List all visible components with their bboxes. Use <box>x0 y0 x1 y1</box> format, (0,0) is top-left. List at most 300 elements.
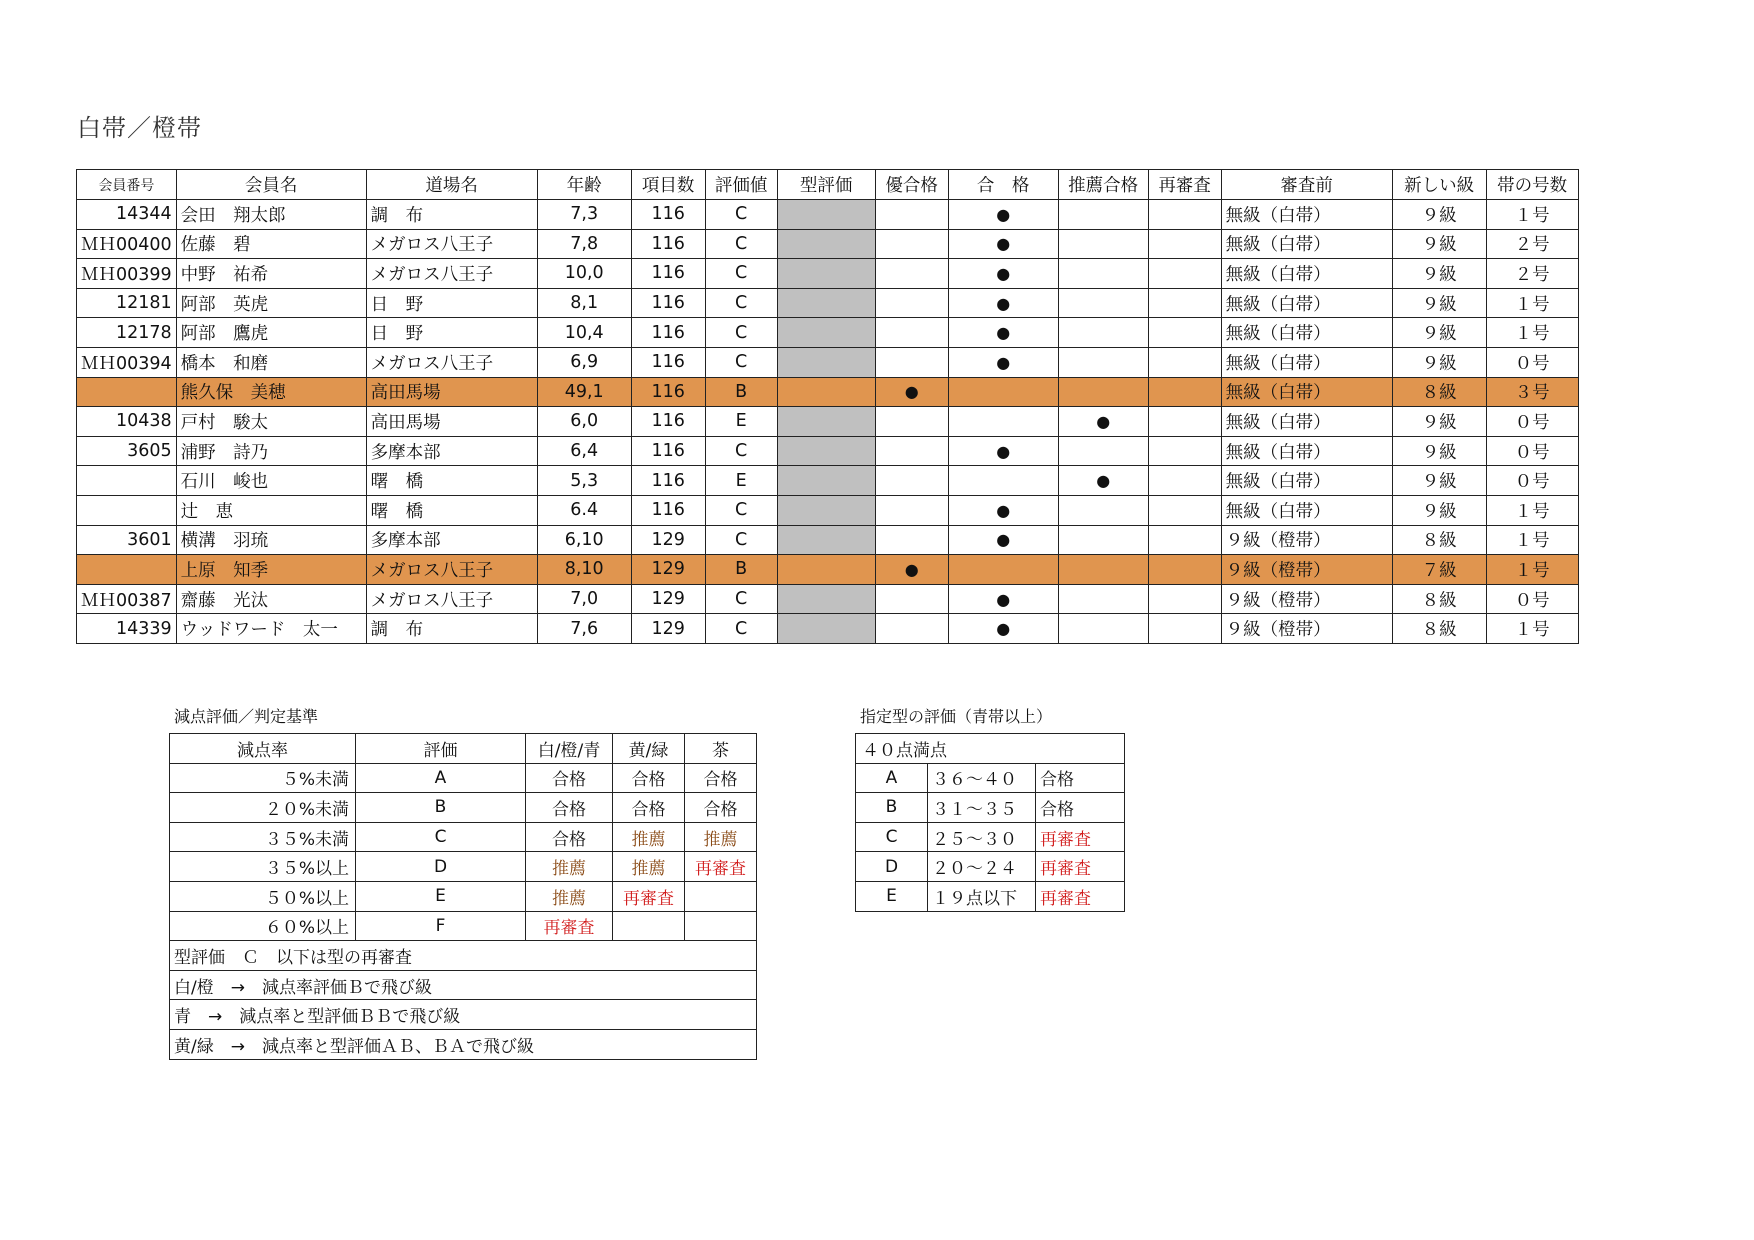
cell-grade: C <box>705 614 777 644</box>
table-row <box>77 436 1579 466</box>
cell-obi-size: １号 <box>1486 495 1578 525</box>
cell-new-kyu: ８級 <box>1392 377 1486 407</box>
cell-items: 129 <box>631 584 705 614</box>
criteria-header <box>170 734 757 764</box>
criteria-row <box>170 911 757 941</box>
cell-reexam <box>1148 377 1221 407</box>
cell-kata <box>777 259 875 289</box>
header-grade: 評価値 <box>705 170 777 200</box>
criteria-result: 合格 <box>526 793 613 823</box>
cell-age: 8,1 <box>537 288 631 318</box>
cell-age: 6,9 <box>537 347 631 377</box>
cell-before: ９級（橙帯） <box>1221 584 1392 614</box>
cell-new-kyu: ８級 <box>1392 614 1486 644</box>
kata-header-row <box>856 734 1125 764</box>
member-table-header <box>77 170 1579 200</box>
cell-member-name: 会田 翔太郎 <box>176 200 366 230</box>
kata-result: 再審査 <box>1036 852 1125 882</box>
cell-grade: E <box>705 407 777 437</box>
cell-obi-size: ２号 <box>1486 229 1578 259</box>
cell-grade: C <box>705 318 777 348</box>
cell-before: ９級（橙帯） <box>1221 525 1392 555</box>
kata-result: 再審査 <box>1036 822 1125 852</box>
cell-kata <box>777 288 875 318</box>
cell-reexam <box>1148 288 1221 318</box>
kata-grade: C <box>856 822 928 852</box>
cell-member-id: 12181 <box>77 288 177 318</box>
cell-dojo: メガロス八王子 <box>366 555 537 585</box>
table-row <box>77 288 1579 318</box>
cell-before: 無級（白帯） <box>1221 318 1392 348</box>
cell-new-kyu: ９級 <box>1392 495 1486 525</box>
cell-recommend: ● <box>1058 407 1148 437</box>
criteria-row <box>170 793 757 823</box>
cell-member-name: 齋藤 光汰 <box>176 584 366 614</box>
cell-age: 5,3 <box>537 466 631 496</box>
criteria-rate: ３５%以上 <box>170 852 356 882</box>
criteria-note-row <box>170 970 757 1000</box>
cell-reexam <box>1148 200 1221 230</box>
cell-pass <box>948 377 1058 407</box>
table-row <box>77 347 1579 377</box>
cell-new-kyu: ９級 <box>1392 318 1486 348</box>
cell-recommend <box>1058 584 1148 614</box>
cell-obi-size: ０号 <box>1486 584 1578 614</box>
cell-new-kyu: ９級 <box>1392 466 1486 496</box>
cell-pass: ● <box>948 347 1058 377</box>
criteria-grade: B <box>356 793 526 823</box>
cell-kata <box>777 229 875 259</box>
cell-pass: ● <box>948 584 1058 614</box>
kata-result: 合格 <box>1036 763 1125 793</box>
cell-excellent <box>875 584 948 614</box>
cell-kata <box>777 555 875 585</box>
kata-row <box>856 793 1125 823</box>
cell-excellent <box>875 614 948 644</box>
kata-grade: A <box>856 763 928 793</box>
cell-member-name: 阿部 英虎 <box>176 288 366 318</box>
table-row <box>77 259 1579 289</box>
cell-recommend <box>1058 614 1148 644</box>
cell-member-id: ＭＨ00400 <box>77 229 177 259</box>
cell-obi-size: １号 <box>1486 288 1578 318</box>
cell-member-name: 阿部 鷹虎 <box>176 318 366 348</box>
cell-reexam <box>1148 407 1221 437</box>
criteria-header-grade: 評価 <box>356 734 526 764</box>
criteria-note-row <box>170 1000 757 1030</box>
cell-new-kyu: ９級 <box>1392 288 1486 318</box>
cell-kata <box>777 584 875 614</box>
criteria-result: 再審査 <box>685 852 757 882</box>
cell-member-name: 辻 恵 <box>176 495 366 525</box>
table-row <box>77 200 1579 230</box>
cell-dojo: メガロス八王子 <box>366 584 537 614</box>
criteria-grade: C <box>356 822 526 852</box>
cell-recommend <box>1058 555 1148 585</box>
criteria-result: 再審査 <box>613 881 685 911</box>
criteria-caption: 減点評価／判定基準 <box>174 707 319 726</box>
cell-new-kyu: ７級 <box>1392 555 1486 585</box>
cell-recommend <box>1058 377 1148 407</box>
header-pass: 合 格 <box>948 170 1058 200</box>
cell-pass: ● <box>948 288 1058 318</box>
cell-new-kyu: ９級 <box>1392 229 1486 259</box>
cell-age: 6,10 <box>537 525 631 555</box>
cell-age: 8,10 <box>537 555 631 585</box>
header-reexam: 再審査 <box>1148 170 1221 200</box>
criteria-grade: D <box>356 852 526 882</box>
cell-recommend: ● <box>1058 466 1148 496</box>
cell-reexam <box>1148 229 1221 259</box>
cell-kata <box>777 318 875 348</box>
cell-reexam <box>1148 584 1221 614</box>
header-kata: 型評価 <box>777 170 875 200</box>
cell-items: 129 <box>631 555 705 585</box>
cell-dojo: 日 野 <box>366 288 537 318</box>
kata-table <box>855 733 1125 912</box>
criteria-grade: E <box>356 881 526 911</box>
header-obi-size: 帯の号数 <box>1486 170 1578 200</box>
header-items: 項目数 <box>631 170 705 200</box>
cell-obi-size: １号 <box>1486 555 1578 585</box>
cell-grade: C <box>705 584 777 614</box>
criteria-row <box>170 763 757 793</box>
criteria-result <box>685 911 757 941</box>
cell-kata <box>777 495 875 525</box>
cell-recommend <box>1058 200 1148 230</box>
table-row <box>77 466 1579 496</box>
cell-before: 無級（白帯） <box>1221 436 1392 466</box>
cell-reexam <box>1148 525 1221 555</box>
criteria-rate: ２０%未満 <box>170 793 356 823</box>
cell-new-kyu: ８級 <box>1392 584 1486 614</box>
cell-grade: C <box>705 200 777 230</box>
cell-items: 116 <box>631 288 705 318</box>
cell-member-id: ＭＨ00387 <box>77 584 177 614</box>
cell-obi-size: ０号 <box>1486 466 1578 496</box>
table-row <box>77 377 1579 407</box>
cell-reexam <box>1148 436 1221 466</box>
kata-row <box>856 881 1125 911</box>
cell-member-name: 熊久保 美穂 <box>176 377 366 407</box>
criteria-result: 推薦 <box>613 822 685 852</box>
criteria-result: 推薦 <box>526 852 613 882</box>
cell-member-name: 上原 知季 <box>176 555 366 585</box>
cell-member-name: 佐藤 碧 <box>176 229 366 259</box>
cell-excellent <box>875 495 948 525</box>
cell-age: 7,6 <box>537 614 631 644</box>
table-row <box>77 495 1579 525</box>
cell-kata <box>777 614 875 644</box>
cell-before: ９級（橙帯） <box>1221 555 1392 585</box>
cell-dojo: 曙 橋 <box>366 466 537 496</box>
cell-before: 無級（白帯） <box>1221 200 1392 230</box>
cell-member-name: 横溝 羽琉 <box>176 525 366 555</box>
cell-recommend <box>1058 288 1148 318</box>
cell-items: 129 <box>631 614 705 644</box>
kata-range: ２０～２４ <box>928 852 1036 882</box>
criteria-grade: A <box>356 763 526 793</box>
header-excellent: 優合格 <box>875 170 948 200</box>
table-row <box>77 407 1579 437</box>
criteria-note-row <box>170 941 757 971</box>
cell-age: 49,1 <box>537 377 631 407</box>
cell-recommend <box>1058 436 1148 466</box>
cell-grade: E <box>705 466 777 496</box>
kata-range: １９点以下 <box>928 881 1036 911</box>
criteria-result: 推薦 <box>613 852 685 882</box>
cell-excellent: ● <box>875 555 948 585</box>
cell-excellent <box>875 525 948 555</box>
cell-obi-size: ０号 <box>1486 407 1578 437</box>
cell-grade: C <box>705 288 777 318</box>
cell-items: 116 <box>631 259 705 289</box>
header-member-name: 会員名 <box>176 170 366 200</box>
criteria-rate: ６０%以上 <box>170 911 356 941</box>
table-row <box>77 614 1579 644</box>
cell-pass: ● <box>948 495 1058 525</box>
cell-items: 116 <box>631 495 705 525</box>
cell-new-kyu: ９級 <box>1392 259 1486 289</box>
cell-member-name: 浦野 詩乃 <box>176 436 366 466</box>
header-recommend: 推薦合格 <box>1058 170 1148 200</box>
cell-new-kyu: ９級 <box>1392 436 1486 466</box>
cell-member-id <box>77 466 177 496</box>
criteria-header-white-orange-blue: 白/橙/青 <box>526 734 613 764</box>
cell-recommend <box>1058 347 1148 377</box>
cell-obi-size: ０号 <box>1486 436 1578 466</box>
cell-excellent <box>875 318 948 348</box>
cell-kata <box>777 407 875 437</box>
page-title: 白帯／橙帯 <box>77 114 202 142</box>
cell-member-id <box>77 555 177 585</box>
cell-member-id: 14344 <box>77 200 177 230</box>
cell-pass: ● <box>948 436 1058 466</box>
cell-obi-size: １号 <box>1486 318 1578 348</box>
cell-dojo: 曙 橋 <box>366 495 537 525</box>
cell-obi-size: ３号 <box>1486 377 1578 407</box>
cell-excellent <box>875 407 948 437</box>
cell-member-id <box>77 495 177 525</box>
kata-row <box>856 763 1125 793</box>
cell-age: 10,0 <box>537 259 631 289</box>
cell-recommend <box>1058 495 1148 525</box>
cell-items: 129 <box>631 525 705 555</box>
criteria-header-brown: 茶 <box>685 734 757 764</box>
cell-dojo: 調 布 <box>366 200 537 230</box>
cell-grade: C <box>705 525 777 555</box>
table-row <box>77 555 1579 585</box>
cell-member-id: 10438 <box>77 407 177 437</box>
cell-excellent <box>875 288 948 318</box>
cell-reexam <box>1148 347 1221 377</box>
criteria-note: 黄/緑 → 減点率と型評価ＡＢ、ＢＡで飛び級 <box>170 1029 757 1059</box>
cell-before: 無級（白帯） <box>1221 466 1392 496</box>
criteria-row <box>170 881 757 911</box>
cell-grade: C <box>705 347 777 377</box>
cell-grade: B <box>705 555 777 585</box>
cell-obi-size: １号 <box>1486 525 1578 555</box>
criteria-result: 合格 <box>685 793 757 823</box>
kata-row <box>856 822 1125 852</box>
criteria-header-rate: 減点率 <box>170 734 356 764</box>
header-new-kyu: 新しい級 <box>1392 170 1486 200</box>
cell-reexam <box>1148 555 1221 585</box>
cell-obi-size: ２号 <box>1486 259 1578 289</box>
criteria-result: 推薦 <box>526 881 613 911</box>
cell-before: 無級（白帯） <box>1221 377 1392 407</box>
kata-grade: D <box>856 852 928 882</box>
criteria-grade: F <box>356 911 526 941</box>
kata-grade: B <box>856 793 928 823</box>
cell-before: 無級（白帯） <box>1221 495 1392 525</box>
cell-member-name: ウッドワード 太一 <box>176 614 366 644</box>
cell-new-kyu: ９級 <box>1392 347 1486 377</box>
cell-member-name: 戸村 駿太 <box>176 407 366 437</box>
criteria-rate: ３５%未満 <box>170 822 356 852</box>
criteria-result: 再審査 <box>526 911 613 941</box>
cell-member-name: 橋本 和磨 <box>176 347 366 377</box>
cell-member-id: 12178 <box>77 318 177 348</box>
cell-items: 116 <box>631 377 705 407</box>
header-dojo: 道場名 <box>366 170 537 200</box>
cell-age: 6,0 <box>537 407 631 437</box>
criteria-rate: ５%未満 <box>170 763 356 793</box>
cell-dojo: メガロス八王子 <box>366 229 537 259</box>
cell-excellent <box>875 466 948 496</box>
criteria-result: 合格 <box>685 763 757 793</box>
cell-dojo: 日 野 <box>366 318 537 348</box>
cell-new-kyu: ８級 <box>1392 525 1486 555</box>
cell-kata <box>777 377 875 407</box>
cell-new-kyu: ９級 <box>1392 200 1486 230</box>
cell-kata <box>777 525 875 555</box>
cell-grade: C <box>705 495 777 525</box>
cell-age: 7,8 <box>537 229 631 259</box>
cell-new-kyu: ９級 <box>1392 407 1486 437</box>
cell-recommend <box>1058 259 1148 289</box>
cell-items: 116 <box>631 229 705 259</box>
cell-excellent <box>875 259 948 289</box>
header-age: 年齢 <box>537 170 631 200</box>
cell-grade: B <box>705 377 777 407</box>
cell-items: 116 <box>631 200 705 230</box>
cell-kata <box>777 200 875 230</box>
cell-pass <box>948 466 1058 496</box>
cell-reexam <box>1148 259 1221 289</box>
kata-grade: E <box>856 881 928 911</box>
criteria-result: 推薦 <box>685 822 757 852</box>
cell-pass: ● <box>948 614 1058 644</box>
cell-pass: ● <box>948 318 1058 348</box>
cell-pass: ● <box>948 259 1058 289</box>
kata-full-score: ４０点満点 <box>856 734 1125 764</box>
cell-member-id: 3601 <box>77 525 177 555</box>
kata-row <box>856 852 1125 882</box>
table-row <box>77 525 1579 555</box>
criteria-result: 合格 <box>613 793 685 823</box>
criteria-table <box>169 733 757 1060</box>
cell-dojo: 多摩本部 <box>366 525 537 555</box>
cell-items: 116 <box>631 347 705 377</box>
cell-obi-size: ０号 <box>1486 347 1578 377</box>
cell-dojo: 高田馬場 <box>366 407 537 437</box>
criteria-result: 合格 <box>526 822 613 852</box>
cell-items: 116 <box>631 407 705 437</box>
cell-pass: ● <box>948 525 1058 555</box>
table-row <box>77 318 1579 348</box>
cell-member-id: ＭＨ00399 <box>77 259 177 289</box>
cell-dojo: 調 布 <box>366 614 537 644</box>
criteria-result: 合格 <box>526 763 613 793</box>
cell-grade: C <box>705 229 777 259</box>
criteria-result: 合格 <box>613 763 685 793</box>
member-table <box>76 169 1579 644</box>
cell-pass <box>948 407 1058 437</box>
header-member-id: 会員番号 <box>77 170 177 200</box>
kata-range: ３１～３５ <box>928 793 1036 823</box>
cell-recommend <box>1058 525 1148 555</box>
criteria-note: 青 → 減点率と型評価ＢＢで飛び級 <box>170 1000 757 1030</box>
cell-member-id <box>77 377 177 407</box>
kata-result: 再審査 <box>1036 881 1125 911</box>
cell-age: 7,3 <box>537 200 631 230</box>
cell-before: 無級（白帯） <box>1221 407 1392 437</box>
cell-pass: ● <box>948 229 1058 259</box>
criteria-rate: ５０%以上 <box>170 881 356 911</box>
cell-obi-size: １号 <box>1486 614 1578 644</box>
cell-excellent <box>875 229 948 259</box>
cell-kata <box>777 347 875 377</box>
cell-member-id: 14339 <box>77 614 177 644</box>
cell-before: ９級（橙帯） <box>1221 614 1392 644</box>
criteria-header-yellow-green: 黄/緑 <box>613 734 685 764</box>
cell-excellent <box>875 436 948 466</box>
cell-obi-size: １号 <box>1486 200 1578 230</box>
cell-before: 無級（白帯） <box>1221 347 1392 377</box>
table-row <box>77 584 1579 614</box>
cell-items: 116 <box>631 466 705 496</box>
cell-age: 6.4 <box>537 495 631 525</box>
cell-reexam <box>1148 318 1221 348</box>
cell-before: 無級（白帯） <box>1221 229 1392 259</box>
cell-excellent <box>875 200 948 230</box>
criteria-note: 白/橙 → 減点率評価Ｂで飛び級 <box>170 970 757 1000</box>
cell-dojo: 多摩本部 <box>366 436 537 466</box>
kata-caption: 指定型の評価（青帯以上） <box>860 707 1053 726</box>
criteria-note: 型評価 Ｃ 以下は型の再審査 <box>170 941 757 971</box>
cell-reexam <box>1148 614 1221 644</box>
cell-grade: C <box>705 259 777 289</box>
cell-kata <box>777 466 875 496</box>
criteria-note-row <box>170 1029 757 1059</box>
cell-before: 無級（白帯） <box>1221 288 1392 318</box>
cell-before: 無級（白帯） <box>1221 259 1392 289</box>
cell-excellent: ● <box>875 377 948 407</box>
cell-dojo: メガロス八王子 <box>366 347 537 377</box>
cell-reexam <box>1148 495 1221 525</box>
cell-grade: C <box>705 436 777 466</box>
criteria-result <box>613 911 685 941</box>
cell-items: 116 <box>631 436 705 466</box>
kata-result: 合格 <box>1036 793 1125 823</box>
cell-items: 116 <box>631 318 705 348</box>
cell-age: 7,0 <box>537 584 631 614</box>
cell-age: 10,4 <box>537 318 631 348</box>
cell-reexam <box>1148 466 1221 496</box>
cell-dojo: メガロス八王子 <box>366 259 537 289</box>
cell-recommend <box>1058 229 1148 259</box>
